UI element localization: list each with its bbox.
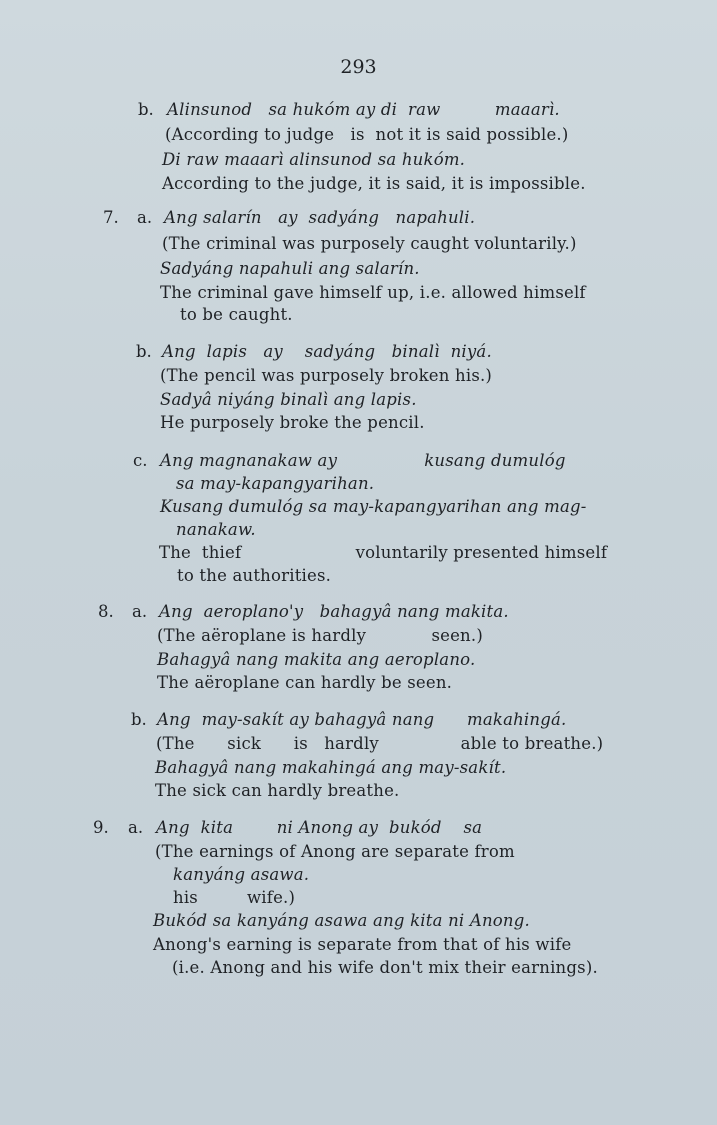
section-number: 9. [93,818,109,837]
tagalog-sentence: Ang lapis ay sadyáng binalì niyá. [162,342,492,361]
item-letter: a. [132,602,148,621]
tagalog-sentence: Ang salarín ay sadyáng napahuli. [164,208,476,227]
free-translation: The sick can hardly breathe. [155,781,400,800]
section-number: 7. [103,208,119,227]
tagalog-sentence-cont: sa may-kapangyarihan. [176,474,375,493]
literal-translation-cont: his wife.) [173,888,296,907]
literal-translation: (The aëroplane is hardly seen.) [157,626,483,645]
tagalog-reordered: Bukód sa kanyáng asawa ang kita ni Anong. [153,911,530,930]
item-letter: a. [128,818,144,837]
tagalog-reordered: Bahagyâ nang makita ang aeroplano. [157,650,476,669]
tagalog-sentence: Alinsunod sa hukóm ay di raw maaarì. [167,100,560,119]
page-number: 293 [340,56,377,78]
tagalog-reordered: Bahagyâ nang makahingá ang may-sakít. [155,758,507,777]
literal-translation: (The pencil was purposely broken his.) [160,366,493,385]
tagalog-sentence: Ang kita ni Anong ay bukód sa [156,818,483,837]
tagalog-reordered: Sadyâ niyáng binalì ang lapis. [160,390,417,409]
literal-translation: (The earnings of Anong are separate from [155,842,515,861]
tagalog-sentence-cont: kanyáng asawa. [173,865,310,884]
tagalog-reordered: Di raw maaarì alinsunod sa hukóm. [162,150,466,169]
free-translation: According to the judge, it is said, it is impossible. [162,174,586,193]
tagalog-reordered-cont: nanakaw. [176,520,256,539]
literal-translation: (The sick is hardly able to breathe.) [156,734,604,753]
free-translation-cont: to be caught. [180,305,293,324]
item-letter: b. [131,710,147,729]
section-number: 8. [98,602,114,621]
free-translation: The criminal gave himself up, i.e. allowed himself [160,283,586,302]
free-translation: Anong's earning is separate from that of his wife [153,935,572,954]
item-letter: b. [138,100,154,119]
tagalog-sentence: Ang aeroplano'y bahagyâ nang makita. [159,602,509,621]
literal-translation: (According to judge is not it is said possible.) [165,125,569,144]
tagalog-sentence: Ang magnanakaw ay kusang dumulóg [160,451,566,470]
free-translation: He purposely broke the pencil. [160,413,425,432]
free-translation: The aëroplane can hardly be seen. [157,673,453,692]
item-letter: a. [137,208,153,227]
free-translation: The thief voluntarily presented himself [159,543,608,562]
free-translation-cont: to the authorities. [177,566,332,585]
item-letter: c. [133,451,148,470]
tagalog-reordered: Kusang dumulóg sa may-kapangyarihan ang mag- [160,497,587,516]
tagalog-reordered: Sadyáng napahuli ang salarín. [160,259,420,278]
free-translation-cont: (i.e. Anong and his wife don't mix their earnings). [172,958,598,977]
tagalog-sentence: Ang may-sakít ay bahagyâ nang makahingá. [157,710,567,729]
literal-translation: (The criminal was purposely caught voluntarily.) [162,234,577,253]
item-letter: b. [136,342,152,361]
